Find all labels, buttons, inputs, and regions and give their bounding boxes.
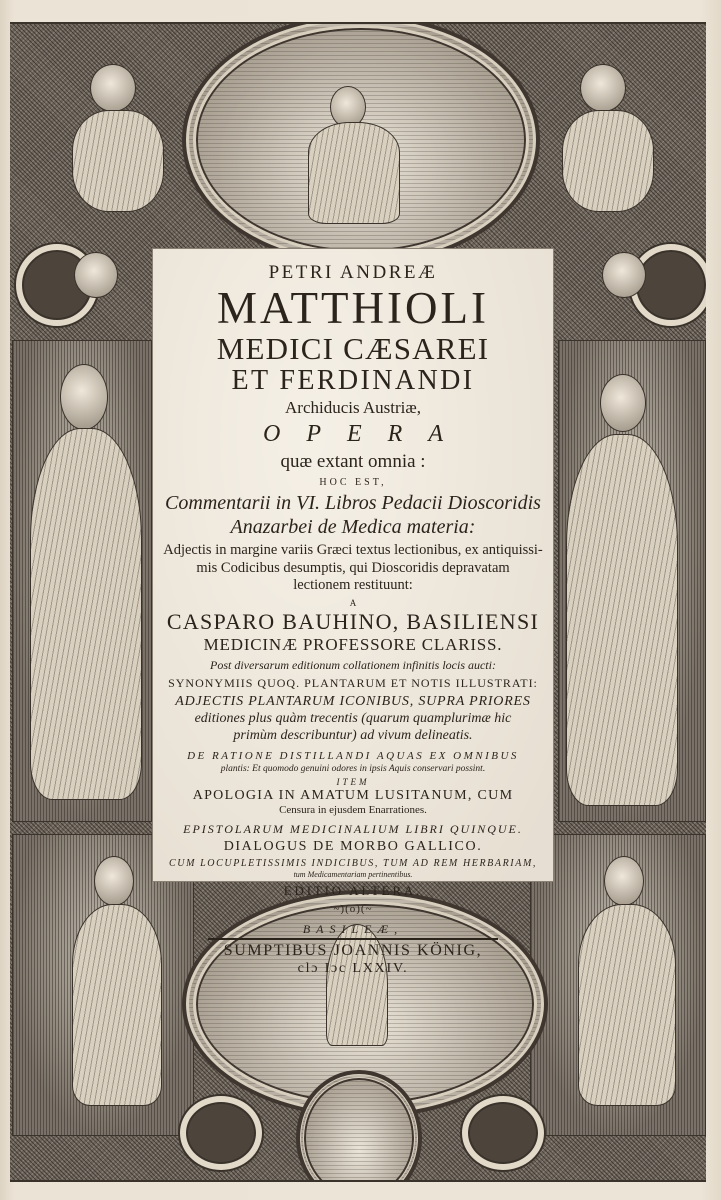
- anazarbei-line: Anazarbei de Medica materia:: [230, 516, 476, 538]
- work-subtitle: quæ extant omnia :: [280, 451, 426, 472]
- printers-ornament-icon: ~)(o)(~: [333, 903, 373, 915]
- scroll-bottom-right-icon: [462, 1096, 544, 1170]
- synonymiis-line: SYNONYMIIS QUOQ. PLANTARUM ET NOTIS ILLUSTRATI:: [168, 675, 538, 690]
- adjectis-plantarum-line1: ADJECTIS PLANTARUM ICONIBUS, SUPRA PRIORES: [175, 693, 531, 709]
- apologia-line2: Censura in ejusdem Enarrationes.: [279, 804, 427, 816]
- imprint-place: BASILEÆ,: [302, 922, 404, 936]
- author-title-line3: Archiducis Austriæ,: [285, 398, 421, 417]
- commentarii-line: Commentarii in VI. Libros Pedacii Dioscoridis: [165, 492, 541, 514]
- author-surname: MATTHIOLI: [217, 283, 489, 333]
- a-by: A: [349, 597, 357, 608]
- dialogus-line: DIALOGUS DE MORBO GALLICO.: [223, 839, 483, 854]
- edition-statement: EDITIO ALTERA.: [283, 883, 423, 898]
- de-ratione-line1: DE RATIONE DISTILLANDI AQUAS EX OMNIBUS: [187, 749, 519, 762]
- top-figure-body-icon: [308, 122, 400, 224]
- adjectis-line1: Adjectis in margine variis Græci textus lectionibus, ex antiquissi-: [163, 542, 543, 558]
- editor-name: CASPARO BAUHINO, BASILIENSI: [166, 608, 540, 634]
- putto-right-body-icon: [562, 110, 654, 212]
- adjectis-line2: mis Codicibus desumptis, qui Dioscoridis depravatam: [196, 559, 510, 576]
- author-title-line1: MEDICI CÆSAREI: [216, 331, 490, 366]
- right-figure-robe-icon: [566, 434, 678, 806]
- apologia-line1: APOLOGIA IN AMATUM LUSITANUM, CUM: [192, 788, 514, 803]
- item-label: ITEM: [336, 777, 370, 787]
- imprint-publisher: SUMPTIBUS JOANNIS KÖNIG,: [223, 942, 483, 959]
- imprint-rule-divider: [208, 938, 498, 940]
- putto-right-head-icon: [580, 64, 626, 112]
- left-figure-robe-icon: [30, 428, 142, 800]
- putto-left-body-icon: [72, 110, 164, 212]
- title-cartouche: [152, 248, 554, 976]
- physician-body-icon: [72, 904, 162, 1106]
- epistolarum-line: EPISTOLARUM MEDICINALIUM LIBRI QUINQUE.: [183, 822, 523, 836]
- physician-head-icon: [94, 856, 134, 906]
- putto-left-head-icon: [90, 64, 136, 112]
- mask-left-icon: [74, 252, 118, 298]
- right-figure-head-icon: [600, 374, 646, 432]
- author-title-line2: ET FERDINANDI: [231, 365, 475, 396]
- de-ratione-line2: plantis: Et quomodo genuini odores in ipsis Aquis conservari possint.: [220, 763, 486, 774]
- editor-title: MEDICINÆ PROFESSORE CLARISS.: [203, 634, 503, 654]
- post-diversarum-line: Post diversarum editionum collationem infinitis locis aucti:: [210, 657, 496, 672]
- adjectis-plantarum-line2: editiones plus quàm trecentis (quarum quamplurimæ hic: [194, 710, 512, 726]
- hoc-est: HOC EST,: [319, 477, 387, 488]
- adjectis-line3: lectionem restituunt:: [293, 577, 413, 593]
- indices-line1: CUM LOCUPLETISSIMIS INDICIBUS, TUM AD REM HERBARIAM,: [169, 858, 537, 869]
- left-figure-head-icon: [60, 364, 108, 430]
- indices-line2: tum Medicamentariam pertinentibus.: [293, 870, 413, 879]
- scroll-bottom-left-icon: [180, 1096, 262, 1170]
- imprint-year: clɔ Iɔc LXXIV.: [297, 961, 409, 976]
- mask-right-icon: [602, 252, 646, 298]
- work-title: OPERA: [263, 421, 469, 447]
- seated-scholar-body-icon: [578, 904, 676, 1106]
- adjectis-plantarum-line3: primùm describuntur) ad vivum delineatis.: [233, 727, 473, 743]
- seated-scholar-head-icon: [604, 856, 644, 906]
- author-forename: PETRI ANDREÆ: [268, 262, 438, 283]
